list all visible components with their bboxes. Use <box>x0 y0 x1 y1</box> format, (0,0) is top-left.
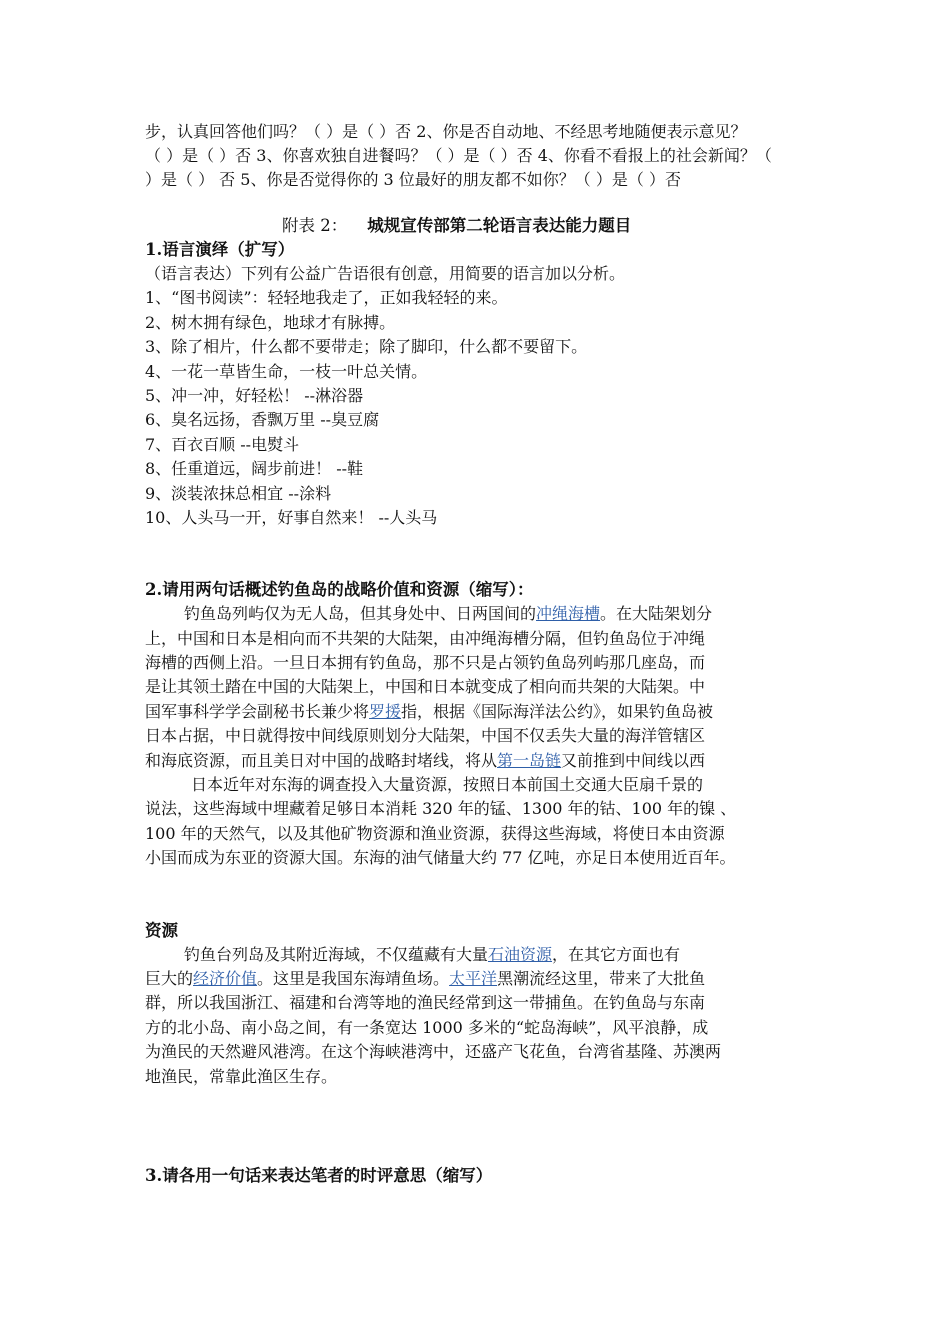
link-first-island-chain[interactable]: 第一岛链 <box>497 750 562 770</box>
text-run: 钓鱼台列岛及其附近海域，不仅蕴藏有大量 <box>184 944 489 964</box>
slogan-item: 5、冲一冲，好轻松！ --淋浴器 <box>145 385 364 405</box>
intro-questions <box>145 120 810 192</box>
paragraph-line: 地渔民，常靠此渔区生存。 <box>145 1066 338 1086</box>
paragraph-line: 方的北小岛、南小岛之间，有一条宽达 1000 多米的“蛇岛海峡”，风平浪静，成 <box>145 1017 709 1037</box>
paragraph-line <box>145 943 810 967</box>
paragraph-line <box>145 700 810 724</box>
paragraph-line: 100 年的天然气，以及其他矿物资源和渔业资源，获得这些海域，将使日本由资源 <box>145 823 725 843</box>
section-2 <box>145 578 810 870</box>
paragraph-line: 小国而成为东亚的资源大国。东海的油气储量大约 77 亿吨，亦足日本使用近百年。 <box>145 848 736 868</box>
text-run: 指，根据《国际海洋法公约》，如果钓鱼岛被 <box>401 701 714 721</box>
intro-line-2: （ ）是（ ）否 3、你喜欢独自进餐吗？（ ）是（ ）否 4、你看不看报上的社会新闻？（ <box>145 146 772 165</box>
paragraph-line: 上，中国和日本是相向而不共架的大陆架，由冲绳海槽分隔，但钓鱼岛位于冲绳 <box>145 628 706 648</box>
slogan-item: 9、淡装浓抹总相宜 --涂料 <box>145 483 332 503</box>
resource-survey-paragraph <box>145 773 810 871</box>
text-run: 和海底资源，而且美日对中国的战略封堵线，将从 <box>145 750 498 770</box>
text-run: 国军事科学学会副秘书长兼少将 <box>145 701 370 721</box>
intro-line-1: 步，认真回答他们吗？（ ）是（ ）否 2、你是否自动地、不经思考地随便表示意见？ <box>145 122 747 141</box>
section-3 <box>145 1164 810 1188</box>
slogan-item: 8、任重道远，阔步前进！ --鞋 <box>145 459 364 479</box>
link-economic-value[interactable]: 经济价值 <box>193 968 258 988</box>
section-1-heading: 1.语言演绎（扩写） <box>145 240 295 259</box>
text-run: 。在大陆架划分 <box>600 604 713 624</box>
slogan-item: 10、人头马一开，好事自然来！ --人头马 <box>145 507 438 527</box>
link-okinawa-trough[interactable]: 冲绳海槽 <box>536 604 601 624</box>
slogan-item: 2、树木拥有绿色，地球才有脉搏。 <box>145 312 396 332</box>
link-oil-resources[interactable]: 石油资源 <box>488 944 553 964</box>
section-2-heading: 2.请用两句话概述钓鱼岛的战略价值和资源（缩写）： <box>145 580 534 600</box>
text-run: 巨大的 <box>145 968 194 988</box>
slogan-item: 1、“图书阅读”：轻轻地我走了，正如我轻轻的来。 <box>145 288 508 308</box>
link-pacific-ocean[interactable]: 太平洋 <box>449 968 498 988</box>
intro-line-3: ）是（ ） 否 5、你是否觉得你的 3 位最好的朋友都不如你？（ ）是（ ）否 <box>145 170 681 189</box>
paragraph-line: 日本占据，中日就得按中间线原则划分大陆架，中国不仅丢失大量的海洋管辖区 <box>145 726 706 746</box>
text-run: 钓鱼岛列屿仅为无人岛，但其身处中、日两国间的 <box>184 604 537 624</box>
section-1 <box>145 238 810 530</box>
paragraph-line: 为渔民的天然避风港湾。在这个海峡港湾中，还盛产飞花鱼，台湾省基隆、苏澳两 <box>145 1042 722 1062</box>
slogan-item: 7、百衣百顺 --电熨斗 <box>145 434 300 454</box>
strategic-value-paragraph <box>145 602 810 773</box>
paragraph-line <box>145 967 810 991</box>
slogan-item: 4、一花一草皆生命，一枝一叶总关情。 <box>145 361 428 381</box>
paragraph-line: 说法，这些海域中埋藏着足够日本消耗 320 年的锰、1300 年的钴、100 年的镍 、 <box>145 799 737 819</box>
annex-title <box>145 214 810 238</box>
text-run: 。这里是我国东海靖鱼场。 <box>257 968 450 988</box>
paragraph-line: 群，所以我国浙江、福建和台湾等地的渔民经常到这一带捕鱼。在钓鱼岛与东南 <box>145 993 706 1013</box>
link-luo-yuan[interactable]: 罗援 <box>369 701 402 721</box>
paragraph-line <box>145 749 810 773</box>
section-3-heading: 3.请各用一句话来表达笔者的时评意思（缩写） <box>145 1165 493 1185</box>
text-run: ，在其它方面也有 <box>552 944 681 964</box>
text-run: 黑潮流经这里，带来了大批鱼 <box>497 968 706 988</box>
document-page <box>145 120 810 1188</box>
annex-label: 附表 2： <box>282 216 348 235</box>
paragraph-line: 日本近年对东海的调查投入大量资源，按照日本前国土交通大臣扇千景的 <box>191 775 704 795</box>
resources-heading: 资源 <box>145 920 178 940</box>
annex-title-text: 城规宣传部第二轮语言表达能力题目 <box>367 216 632 235</box>
slogan-item: 3、除了相片，什么都不要带走；除了脚印，什么都不要留下。 <box>145 337 588 357</box>
paragraph-line: 是让其领土踏在中国的大陆架上，中国和日本就变成了相向而共架的大陆架。中 <box>145 677 706 697</box>
text-run: 又前推到中间线以西 <box>561 750 706 770</box>
slogan-item: 6、臭名远扬，香飘万里 --臭豆腐 <box>145 410 380 430</box>
paragraph-line: 海槽的西侧上沿。一旦日本拥有钓鱼岛，那不只是占领钓鱼岛列屿那几座岛，而 <box>145 653 706 673</box>
section-1-intro: （语言表达）下列有公益广告语很有创意，用简要的语言加以分析。 <box>145 264 626 283</box>
paragraph-line <box>145 602 810 626</box>
resources-section <box>145 919 810 1089</box>
